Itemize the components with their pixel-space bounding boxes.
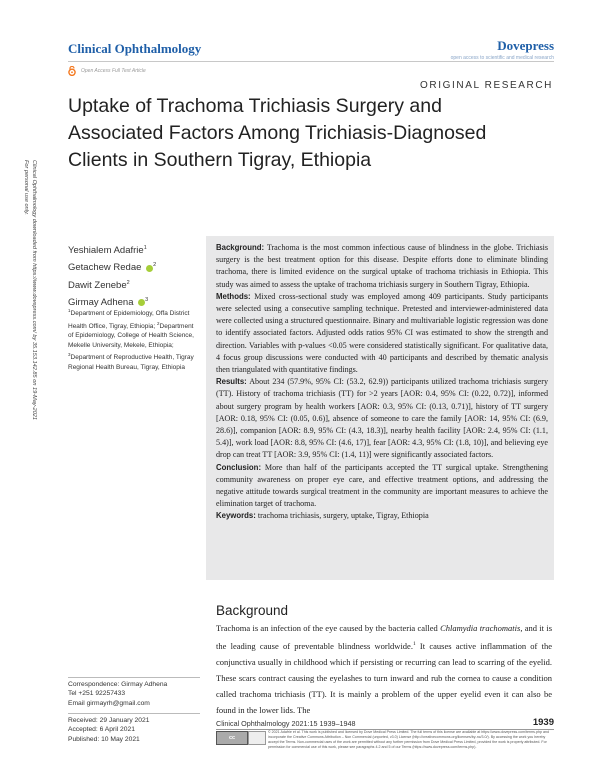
article-dates: Received: 29 January 2021 Accepted: 6 April 2021 Published: 10 May 2021 [68, 717, 150, 743]
personal-use-note: For personal use only. [23, 160, 29, 215]
author: Dawit Zenebe$^2$ [68, 279, 130, 291]
affiliation: Department of Reproductive Health, Tigray Regional Health Bureau, Tigray, Ethiopia [68, 354, 194, 371]
abstract-keywords: Keywords: trachoma trichiasis, surgery, uptake, Tigray, Ethiopia [216, 511, 429, 521]
citation-ref[interactable]: 1 [412, 641, 416, 648]
affiliation: Department of Epidemiology, College of Health Science, Mekelle University, Mekele, Ethiopia; [68, 322, 194, 349]
publisher-name: Dovepress [497, 38, 554, 53]
author: Yeshialem Adafrie$^1$ [68, 245, 147, 257]
divider [68, 713, 200, 714]
page-number: 1939 [532, 717, 554, 728]
correspondence: Correspondence: Girmay Adhena Tel +251 92257433 Email girmayrh@gmail.com [68, 681, 168, 707]
email-link[interactable]: Email girmayrh@gmail.com [68, 699, 150, 707]
title-line: Uptake of Trachoma Trichiasis Surgery and [68, 95, 442, 117]
publisher-mini-logo [248, 731, 266, 745]
journal-name: Clinical Ophthalmology [68, 41, 202, 56]
abstract-results: Results: About 234 (57.9%, 95% CI: (53.2, 62.9)) participants utilized trachoma trichiasis surgery (TT). History of trachoma trichiasis (TT) for >2 years [AOR: 0.4, 95% CI: (0.22, 0.72)], informed about surgery program by health workers [AOR: 0.3, 95% CI: (0.13, 0.71)], history of TT surgery [AOR: 0.18, 95% CI: (0.05, 0.6)], absence of someone to care the family [AOR: 14, 95% CI: (6.9, 28.6)], companion [AOR: 8.9, 95% CI: (4.3, 18.3)], nearby health facility [AOR: 2.4, 95% CI: (1.1, 5.4)], work load [AOR: 8.8, 95% CI: (4.6, 17)], fear [AOR: 4.3, 95% CI: (1.8, 10)], and believing eye drop can treat TT [AOR: 3.9, 95% CI: (1.4, 11)] were significantly associated factors. [216, 377, 548, 460]
article-type: ORIGINAL RESEARCH [420, 80, 553, 91]
abstract-background: Background: Trachoma is the most common infectious cause of blindness in the globe. Trichiasis surgery is the best treatment option for this disease. Despite efforts done to eliminate blinding trachoma, there is limited evidence on the surgical uptake of trachoma trichiasis in Ethiopia. This study was aimed to assess the uptake of trachoma trichiasis surgery in Southern Tigray, Ethiopia. [216, 243, 548, 289]
section-heading: Background [216, 603, 289, 618]
divider [68, 677, 200, 678]
header-rule [68, 61, 554, 62]
affiliation: Department of Epidemiology, Offa District Health Office, Tigray, Ethiopia; [68, 310, 190, 330]
title-line: Clients in Southern Tigray, Ethiopia [68, 149, 372, 171]
author-list [68, 241, 156, 310]
title-line: Associated Factors Among Trichiasis-Diagnosed [68, 122, 487, 144]
cc-license-icon[interactable]: cc [216, 731, 248, 745]
download-note: Clinical Ophthalmology downloaded from https://www.dovepress.com/ by 35.153.142.85 on 19-May-2021 [31, 160, 37, 420]
publisher-tagline: open access to scientific and medical research [450, 55, 554, 61]
license-text: © 2021 Adafrie et al. This work is published and licensed by Dove Medical Press Limited. The full terms of this license are available at https://www.dovepress.com/terms.php and incorporate the Creative Commons Attribution – Non Commercial (unported, v3.0) License (http://creativecommons.org/licenses/by-nc/3.0/). By accessing the work you hereby accept the Terms. Non-commercial uses of the work are permitted without any further permission from Dove Medical Press Limited, provided the work is properly attributed. For permission for commercial use of this work, please see paragraphs 4.2 and 5 of our Terms (https://www.dovepress.com/terms.php). [268, 730, 549, 749]
publisher-logo [451, 38, 554, 61]
abstract-methods: Methods: Mixed cross-sectional study was employed among 409 participants. Study participants were selected using a consecutive sampling technique. Pretested and interviewer-administered data were collected using a structured questionnaire. Binary and multivariable logistic regression was done to identify associated factors. Adjusted odds ratios 95% CI was estimated to show the strength and direction. Variables with p-values <0.05 were considered statistically significant. For qualitative data, 4 focus group discussions were conducted with 40 participants and described by thematic analysis then triangulated with quantitative findings. [216, 291, 548, 375]
abstract-conclusion: Conclusion: More than half of the participants accepted the TT surgical uptake. Strengthening community awareness on proper eye care, and effective treatment options, and addressing the negative attitude towards surgical treatment in the community are important measures to achieve the elimination target of trachoma. [216, 462, 548, 509]
open-access-label: Open Access Full Text Article [81, 68, 146, 74]
abstract [216, 242, 548, 523]
author: Girmay Adhena $^3$ [68, 297, 149, 309]
affiliations: $^1$Department of Epidemiology, Offa District Health Office, Tigray, Ethiopia; $^2$Department of Epidemiology, College of Health Science, Mekelle University, Mekele, Ethiopia; $^3$Department of Reproductive Health, Tigray Regional Health Bureau, Tigray, Ethiopia [68, 308, 194, 371]
section-body: Trachoma is an infection of the eye caused by the bacteria called Chlamydia trachomatis, and it is the leading cause of preventable blindness worldwide.$^1$ It causes active inflammation of the conjunctiva usually in childhood which if persisting or recurring can lead to scarring of the eyelid. These scars contract causing the eyelashes to turn inward and rub the cornea to cause a condition called trachoma trichiasis (TT). It is mainly a problem of the upper eyelid even it can also be found in the lower lids. The [216, 623, 552, 716]
open-access-icon [68, 66, 76, 76]
download-watermark [22, 160, 38, 540]
orcid-icon[interactable] [146, 265, 153, 272]
author: Getachew Redae $^2$ [68, 262, 157, 274]
footer-citation: Clinical Ophthalmology 2021:15 1939–1948 [216, 719, 356, 728]
article-title [68, 93, 538, 174]
open-access-badge [68, 66, 146, 76]
